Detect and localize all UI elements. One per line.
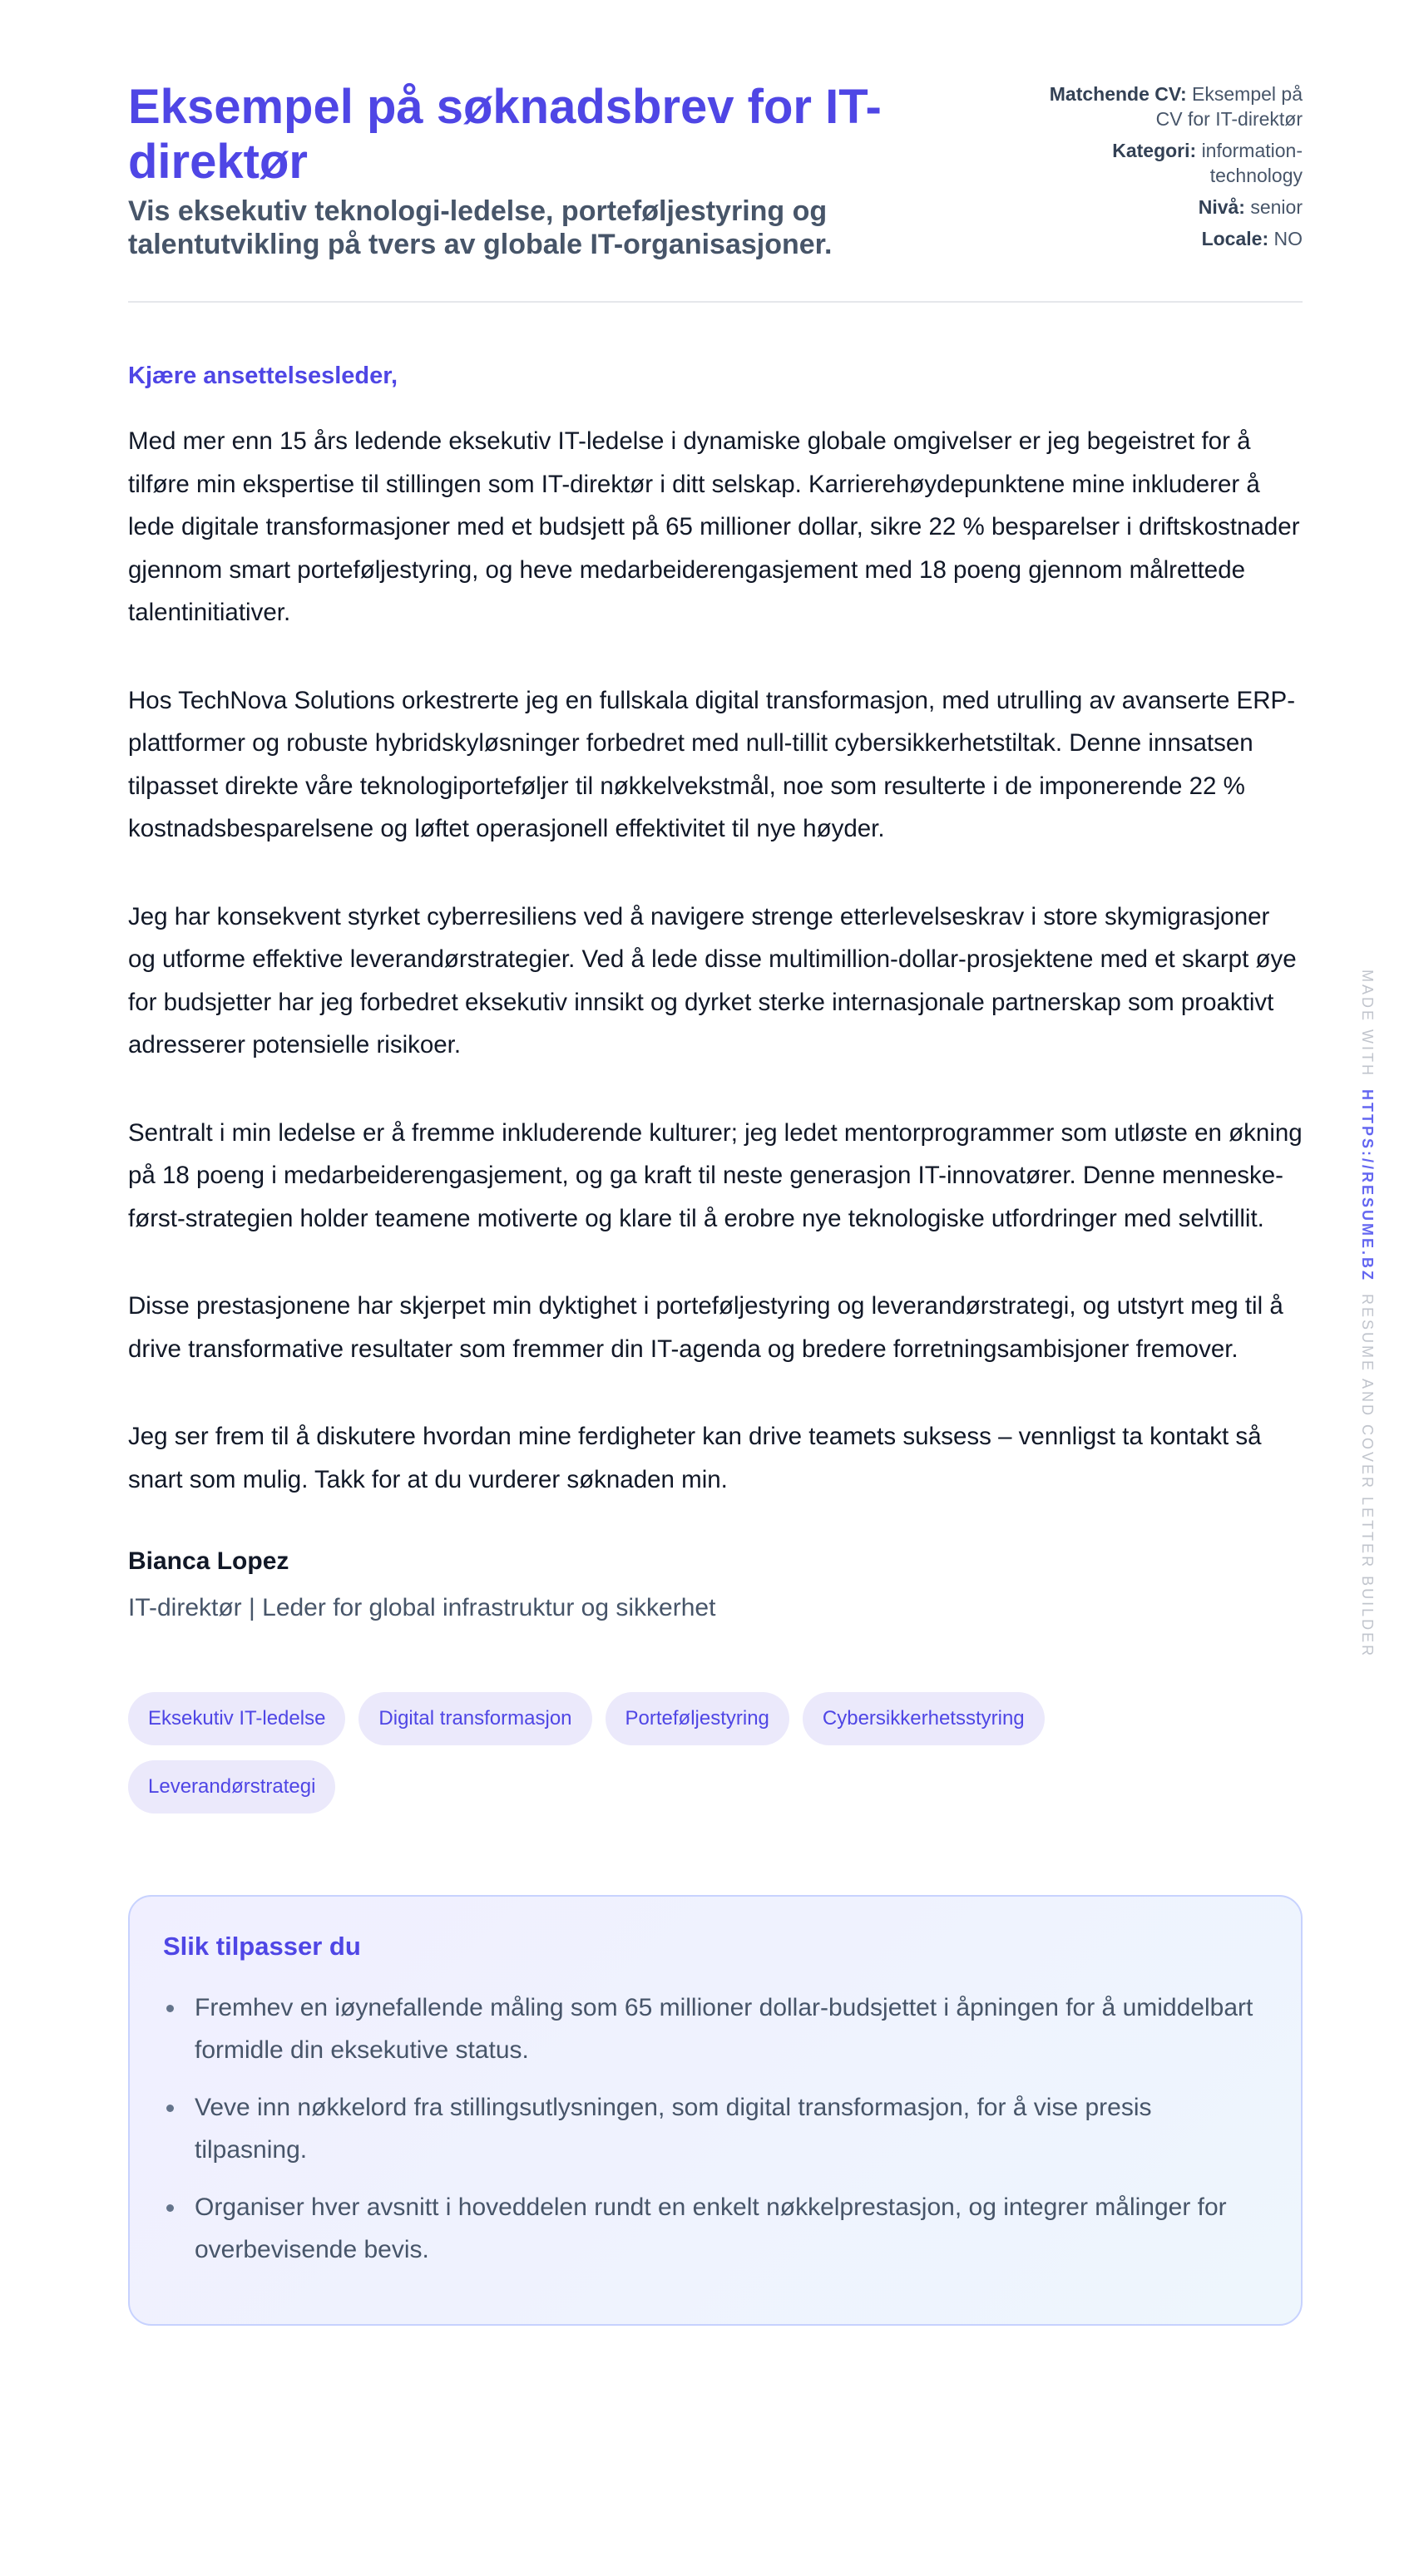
tag: Porteføljestyring	[606, 1692, 789, 1745]
paragraph: Med mer enn 15 års ledende eksekutiv IT-ledelse i dynamiske globale omgivelser er jeg begeistret for å tilføre min ekspertise til stillingen som IT-direktør i ditt selskap. Karrierehøydepunktene mine inkluderer å lede digitale transformasjoner med et budsjett på 65 millioner dollar, sikre 22 % besparelser i driftskostnader gjennom smart porteføljestyring, og heve medarbeiderengasjement med 18 poeng gjennom målrettede talentinitiativer.	[128, 427, 1300, 626]
meta-category: Kategori: information-technology	[1112, 140, 1303, 186]
meta-matching-cv: Matchende CV: Eksempel på CV for IT-direktør	[1049, 83, 1303, 130]
tag: Leverandørstrategi	[128, 1760, 335, 1814]
paragraph: Disse prestasjonene har skjerpet min dyktighet i porteføljestyring og leverandørstrategi, og utstyrt meg til å drive transformative resultater som fremmer din IT-agenda og bredere forretningsambisjoner fremover.	[128, 1292, 1283, 1363]
skill-tags	[128, 1692, 1176, 1814]
tag: Cybersikkerhetsstyring	[803, 1692, 1045, 1745]
meta-locale: Locale: NO	[1201, 228, 1303, 249]
signature	[128, 1547, 1303, 1622]
paragraph: Jeg ser frem til å diskutere hvordan mine ferdigheter kan drive teamets suksess – vennligst ta kontakt så snart som mulig. Takk for at du vurderer søknaden min.	[128, 1423, 1262, 1493]
tip-item: Veve inn nøkkelord fra stillingsutlysningen, som digital transformasjon, for å vise presis tilpasning.	[163, 2086, 1268, 2171]
tip-item: Organiser hver avsnitt i hoveddelen rundt en enkelt nøkkelprestasjon, og integrer målinger for overbevisende bevis.	[163, 2186, 1268, 2271]
meta-info	[1036, 81, 1303, 261]
paragraph: Sentralt i min ledelse er å fremme inkluderende kulturer; jeg ledet mentorprogrammer som utløste en økning på 18 poeng i medarbeiderengasjement, og ga kraft til neste generasjon IT-innovatører. Denne menneske-først-strategien holder teamene motiverte og klare til å erobre nye teknologiske utfordringer med selvtillit.	[128, 1118, 1303, 1232]
page-title: Eksempel på søknadsbrev for IT-direktør	[128, 80, 882, 189]
cover-letter	[128, 80, 1303, 2326]
signer-name: Bianca Lopez	[128, 1547, 289, 1575]
tag: Digital transformasjon	[358, 1692, 591, 1745]
meta-level: Nivå: senior	[1198, 196, 1303, 218]
tips-box	[128, 1895, 1303, 2326]
tips-title: Slik tilpasser du	[163, 1932, 361, 1961]
paragraph: Hos TechNova Solutions orkestrerte jeg en fullskala digital transformasjon, med utrulling av avanserte ERP-plattformer og robuste hybridskyløsninger forbedret med null-tillit cybersikkerhetstiltak. Denne innsatsen tilpasset direkte våre teknologiporteføljer til nøkkelvekstmål, noe som resulterte i de imponerende 22 % kostnadsbesparelsene og løftet operasjonell effektivitet til nye høyder.	[128, 686, 1296, 842]
paragraph: Jeg har konsekvent styrket cyberresiliens ved å navigere strenge etterlevelseskrav i store skymigrasjoner og utforme effektive leverandørstrategier. Ved å lede disse multimillion-dollar-prosjektene med et skarpt øye for budsjetter har jeg forbedret eksekutiv innsikt og dyrket sterke internasjonale partnerskap som proaktivt adresserer potensielle risikoer.	[128, 902, 1297, 1059]
salutation: Kjære ansettelsesleder,	[128, 363, 398, 389]
letter-body	[128, 420, 1303, 1501]
header	[128, 80, 1303, 303]
tag: Eksekutiv IT-ledelse	[128, 1692, 345, 1745]
page-subtitle: Vis eksekutiv teknologi-ledelse, porteføljestyring og talentutvikling på tvers av globale IT-organisasjoner.	[128, 195, 833, 260]
tip-item: Fremhev en iøynefallende måling som 65 millioner dollar-budsjettet i åpningen for å umiddelbart formidle din eksekutive status.	[163, 1986, 1268, 2071]
signer-role: IT-direktør | Leder for global infrastruktur og sikkerhet	[128, 1594, 716, 1621]
made-with-banner: MADE WITHHTTPS://RESUME.BZRESUME AND COVER LETTER BUILDER	[1359, 970, 1376, 1659]
resume-link[interactable]: HTTPS://RESUME.BZ	[1359, 1089, 1376, 1283]
